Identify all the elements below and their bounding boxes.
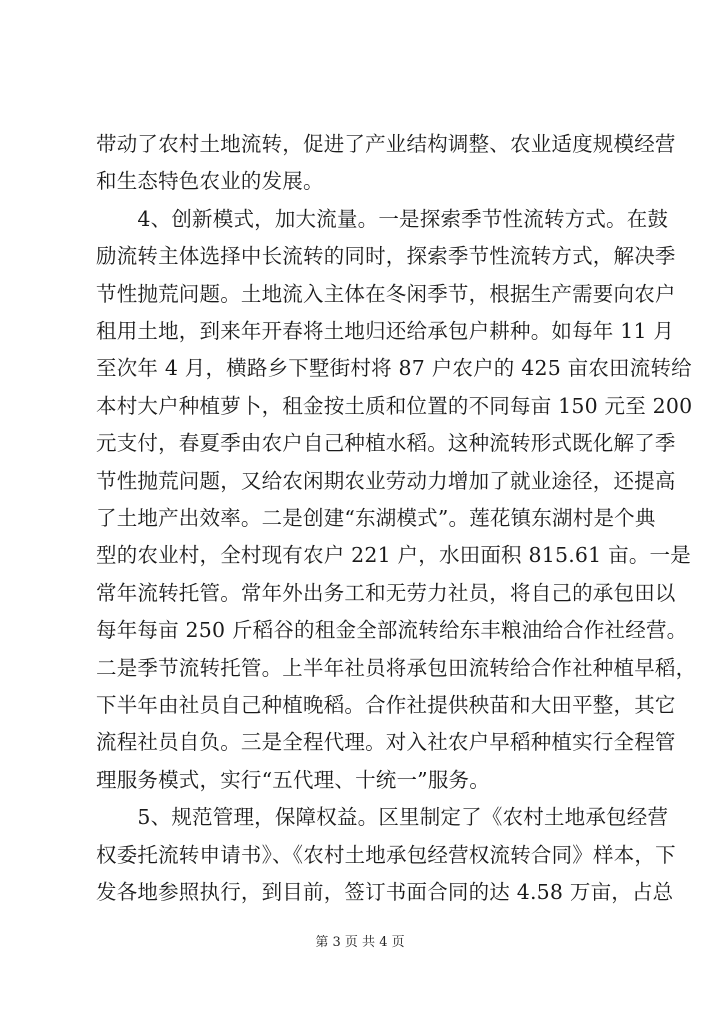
text-line: 元支付，春夏季由农户自己种植水稻。这种流转形式既化解了季 [96,431,676,456]
text-line: 和生态特色农业的发展。 [96,169,324,194]
page-footer: 第 3 页 共 4 页 [315,935,405,950]
text-line: 节性抛荒问题，又给农闲期农业劳动力增加了就业途径，还提高 [96,468,676,493]
text-line: 型的农业村，全村现有农户 221 户，水田面积 815.61 亩。一是 [96,543,691,568]
text-line: 本村大户种植萝卜，租金按土质和位置的不同每亩 150 元至 200 [96,393,693,418]
text-line: 励流转主体选择中长流转的同时，探索季节性流转方式，解决季 [96,244,676,269]
text-line: 节性抛荒问题。土地流入主体在冬闲季节，根据生产需要向农户 [96,281,676,306]
text-line: 带动了农村土地流转，促进了产业结构调整、农业适度规模经营 [96,132,676,156]
text-line: 至次年 4 月，横路乡下墅街村将 87 户农户的 425 亩农田流转给 [96,356,692,381]
text-line: 了土地产出效率。二是创建“东湖模式”。莲花镇东湖村是个典 [96,506,656,530]
text-line: 理服务模式，实行“五代理、十统一”服务。 [96,767,490,792]
text-line: 租用土地，到来年开春将土地归还给承包户耕种。如每年 11 月 [96,319,675,343]
text-line: 权委托流转申请书》、《农村土地承包经营权流转合同》样本，下 [96,842,676,867]
text-line: 每年每亩 250 斤稻谷的租金全部流转给东丰粮油给合作社经营。 [96,618,688,643]
text-line: 流程社员自负。三是全程代理。对入社农户早稻种植实行全程管 [96,730,676,755]
text-line: 发各地参照执行，到目前，签订书面合同的达 4.58 万亩，占总 [96,880,674,904]
paragraph-heading-line: 4、创新模式，加大流量。一是探索季节性流转方式。在鼓 [96,206,669,231]
text-line: 常年流转托管。常年外出务工和无劳力社员，将自己的承包田以 [96,580,676,605]
paragraph-heading-line: 5、规范管理，保障权益。区里制定了《农村土地承包经营 [96,805,669,830]
text-line: 二是季节流转托管。上半年社员将承包田流转给合作社种植早稻， [96,655,697,680]
text-line: 下半年由社员自己种植晚稻。合作社提供秧苗和大田平整，其它 [96,693,676,717]
